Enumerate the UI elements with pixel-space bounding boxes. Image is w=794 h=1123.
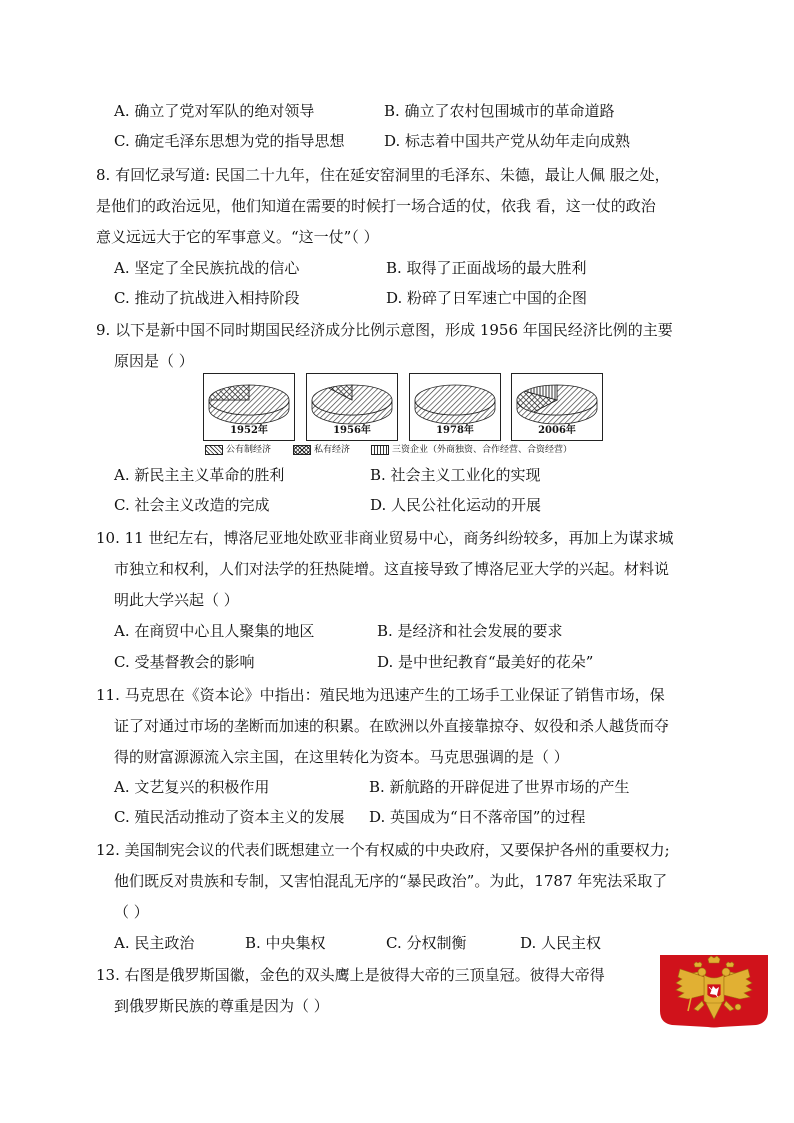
pie-panel: [306, 373, 398, 441]
pie-year-label: 1956年: [333, 425, 371, 436]
q9-option-a[interactable]: A. 新民主主义革命的胜利: [114, 466, 285, 484]
q11-stem-line3: 得的财富源源流入宗主国，在这里转化为资本。马克思强调的是（ ）: [114, 748, 569, 766]
legend-label: 三资企业（外商独资、合作经营、合资经营）: [392, 445, 573, 455]
q8-option-a[interactable]: A. 坚定了全民族抗战的信心: [114, 259, 300, 277]
q10-option-a[interactable]: A. 在商贸中心且人聚集的地区: [114, 622, 315, 640]
q8-stem-line1: 8. 有回忆录写道: 民国二十九年，住在延安窑洞里的毛泽东、朱德，最让人佩 服之处，: [96, 166, 670, 184]
q10-stem-line2: 市独立和权利，人们对法学的狂热陡增。这直接导致了博洛尼亚大学的兴起。材料说: [114, 560, 670, 578]
q12-option-c[interactable]: C. 分权制衡: [386, 934, 467, 952]
q11-option-d[interactable]: D. 英国成为“日不落帝国”的过程: [369, 808, 586, 826]
q12-option-b[interactable]: B. 中央集权: [245, 934, 326, 952]
legend-swatch-vertical: [371, 445, 389, 455]
q12-stem-line1: 12. 美国制宪会议的代表们既想建立一个有权威的中央政府，又要保护各州的重要权力;: [96, 841, 670, 859]
legend-label: 私有经济: [314, 445, 351, 455]
pie-panel: [203, 373, 295, 441]
q13-stem-line2: 到俄罗斯民族的尊重是因为（ ）: [114, 997, 329, 1015]
economy-pie-chart-figure: [195, 373, 600, 458]
q11-stem-line2: 证了对通过市场的垄断而加速的积累。在欧洲以外直接靠掠夺、奴役和杀人越货而夺: [114, 717, 670, 735]
legend-label: 公有制经济: [226, 445, 272, 455]
q8-stem-line3: 意义远远大于它的军事意义。“这一仗”（ ）: [96, 228, 379, 246]
st-george-shield-icon: [707, 984, 721, 998]
q10-option-c[interactable]: C. 受基督教会的影响: [114, 653, 255, 671]
legend-item-foreign: [371, 443, 572, 457]
russian-coat-of-arms-image: [658, 953, 770, 1028]
q7-option-b[interactable]: B. 确立了农村包围城市的革命道路: [384, 102, 615, 120]
pie-panel: [409, 373, 501, 441]
q11-option-c[interactable]: C. 殖民活动推动了资本主义的发展: [114, 808, 345, 826]
q13-stem-line1: 13. 右图是俄罗斯国徽，金色的双头鹰上是彼得大帝的三顶皇冠。彼得大帝得: [96, 966, 605, 984]
q7-option-a[interactable]: A. 确立了党对军队的绝对领导: [114, 102, 315, 120]
q7-option-d[interactable]: D. 标志着中国共产党从幼年走向成熟: [384, 132, 631, 150]
q8-stem-line2: 是他们的政治远见，他们知道在需要的时候打一场合适的仗，依我 看，这一仗的政治: [96, 197, 656, 215]
q12-stem-line3: （ ）: [114, 903, 149, 921]
pie-svg: [410, 374, 500, 426]
q8-option-b[interactable]: B. 取得了正面战场的最大胜利: [386, 259, 587, 277]
q11-stem-line1: 11. 马克思在《资本论》中指出：殖民地为迅速产生的工场手工业保证了销售市场，保: [96, 686, 665, 704]
q9-option-b[interactable]: B. 社会主义工业化的实现: [370, 466, 541, 484]
q9-option-d[interactable]: D. 人民公社化运动的开展: [370, 496, 542, 514]
chart-legend: [205, 443, 600, 457]
q11-option-a[interactable]: A. 文艺复兴的积极作用: [114, 778, 270, 796]
q10-stem-line1: 10. 11 世纪左右，博洛尼亚地处欧亚非商业贸易中心，商务纠纷较多，再加上为谋求城: [96, 529, 674, 547]
q9-option-c[interactable]: C. 社会主义改造的完成: [114, 496, 270, 514]
legend-item-private: [293, 443, 350, 457]
q8-option-d[interactable]: D. 粉碎了日军速亡中国的企图: [386, 289, 588, 307]
q9-stem-line1: 9. 以下是新中国不同时期国民经济成分比例示意图，形成 1956 年国民经济比例的主要: [96, 321, 673, 339]
q12-option-a[interactable]: A. 民主政治: [114, 934, 195, 952]
q12-option-d[interactable]: D. 人民主权: [520, 934, 602, 952]
q12-stem-line2: 他们既反对贵族和专制，又害怕混乱无序的“暴民政治”。为此，1787 年宪法采取了: [114, 872, 668, 890]
legend-item-public: [205, 443, 271, 457]
q10-option-b[interactable]: B. 是经济和社会发展的要求: [377, 622, 563, 640]
pie-slice: [415, 385, 495, 415]
q7-option-c[interactable]: C. 确定毛泽东思想为党的指导思想: [114, 132, 345, 150]
pie-svg: [204, 374, 294, 426]
pie-svg: [512, 374, 602, 426]
q8-option-c[interactable]: C. 推动了抗战进入相持阶段: [114, 289, 300, 307]
q10-option-d[interactable]: D. 是中世纪教育“最美好的花朵”: [377, 653, 594, 671]
pie-panel: [511, 373, 603, 441]
legend-swatch-diagonal: [205, 445, 223, 455]
pie-slice: [209, 385, 249, 400]
q9-stem-line2: 原因是（ ）: [114, 352, 194, 370]
legend-swatch-crosshatch: [293, 445, 311, 455]
q11-option-b[interactable]: B. 新航路的开辟促进了世界市场的产生: [369, 778, 630, 796]
pie-year-label: 2006年: [538, 425, 576, 436]
pie-svg: [307, 374, 397, 426]
q10-stem-line3: 明此大学兴起（ ）: [114, 591, 239, 609]
pie-year-label: 1952年: [230, 425, 268, 436]
pie-year-label: 1978年: [436, 425, 474, 436]
